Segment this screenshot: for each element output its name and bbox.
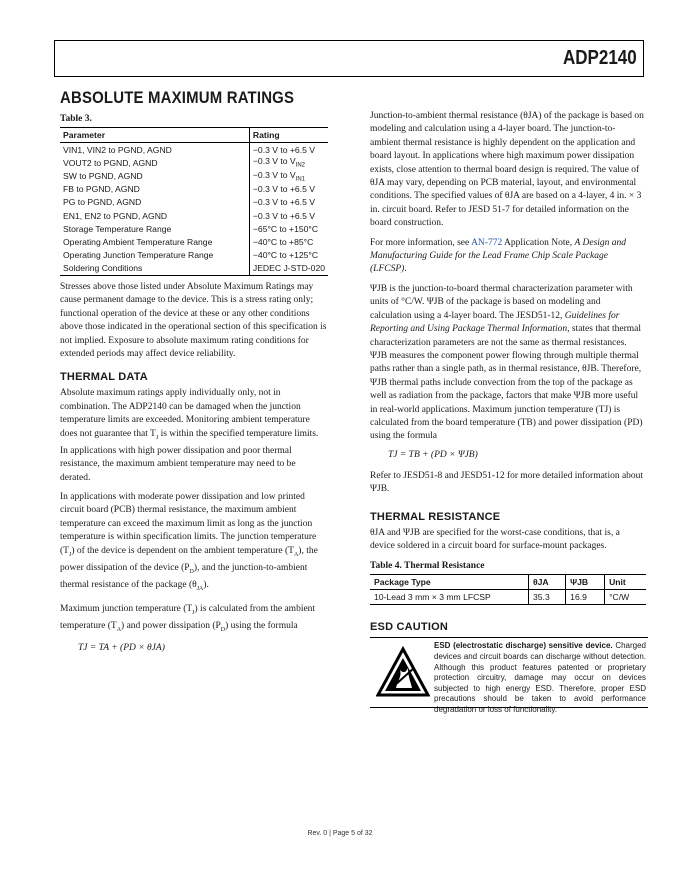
- col-parameter: Parameter: [60, 128, 249, 143]
- table3-caption: Table 3.: [60, 114, 92, 124]
- col-psi-jb: ΨJB: [566, 575, 605, 590]
- rating-cell: −0.3 V to +6.5 V: [249, 196, 328, 209]
- col-rating: Rating: [249, 128, 328, 143]
- table-row: [60, 262, 328, 276]
- part-number: ADP2140: [563, 47, 637, 69]
- rating-subscript: IN2: [295, 163, 305, 170]
- param-cell: SW to PGND, AGND: [63, 170, 143, 181]
- rating-cell: −40°C to +85°C: [249, 235, 328, 248]
- thermal-paragraph-1: Absolute maximum ratings apply individually only, not in combination. The ADP2140 can be damaged when the junction temperature limits are exceeded. Monitoring ambient temperature does not guarantee that $T_J$ is within the specified temperature limits. In applications with high power dissipation and poor thermal resistance, the maximum ambient temperature may need to be derated.: [60, 388, 319, 483]
- thermal-paragraph-2: In applications with moderate power dissipation and low printed circuit board (PCB) thermal resistance, the maximum ambient temperature can exceed the maximum limit as long as the junction temperature is within specification limits. The junction temperature $(T_J)$ of the device is dependent on the ambient temperature $(T_A)$, the power dissipation of the device $(P_D)$, and the junction-to-ambient thermal resistance of the package $(\theta_{JA})$.: [60, 492, 318, 593]
- right-column: [370, 110, 646, 714]
- param-cell: Storage Temperature Range: [63, 223, 172, 234]
- an-772-link[interactable]: AN-772: [471, 237, 503, 248]
- esd-caution-heading: ESD CAUTION: [370, 621, 448, 634]
- rating-cell: −65°C to +150°C: [249, 222, 328, 235]
- table-row: [60, 249, 328, 262]
- esd-caution-text: ESD (electrostatic discharge) sensitive device. Charged devices and circuit boards can discharge without detection. Although this product features patented or proprietary protection circuitry, damage may occur on devices subjected to high energy ESD. Therefore, proper ESD precautions should be taken to avoid performance degradation or loss of functionality.: [434, 641, 646, 714]
- rating-cell: −0.3 V to +6.5 V: [249, 183, 328, 196]
- esd-caution-box: [370, 637, 648, 714]
- rating-cell: −0.3 V to +6.5 V: [249, 143, 328, 157]
- left-column: [60, 88, 328, 663]
- psi-jb-cell: 16.9: [566, 590, 605, 605]
- equation-junction-board: TJ = TB + (PD × ΨJB): [388, 449, 478, 460]
- stress-paragraph: Stresses above those listed under Absolute Maximum Ratings may cause permanent damage to the device. This is a stress rating only; functional operation of the device at these or any other conditions above those indicated in the operational section of this specification is not implied. Exposure to absolute maximum rating conditions for extended periods may affect device reliability.: [60, 281, 327, 359]
- page-footer: Rev. 0 | Page 5 of 32: [307, 830, 373, 837]
- rating-text: −0.3 V to V: [252, 169, 296, 180]
- param-cell: VOUT2 to PGND, AGND: [63, 157, 158, 168]
- table-row: [60, 156, 328, 169]
- thermal-paragraph-3: Maximum junction temperature $(T_J)$ is calculated from the ambient temperature $(T_A)$ and power dissipation $(P_D)$ using the formula: [60, 603, 316, 633]
- table-row: [60, 196, 328, 209]
- param-cell: FB to PGND, AGND: [63, 184, 140, 195]
- param-cell: EN1, EN2 to PGND, AGND: [63, 210, 168, 221]
- package-cell: 10-Lead 3 mm × 3 mm LFCSP: [370, 590, 529, 605]
- param-cell: Operating Junction Temperature Range: [63, 250, 214, 261]
- unit-cell: °C/W: [605, 590, 646, 605]
- rating-subscript: IN1: [295, 176, 305, 183]
- absolute-max-table: [60, 127, 328, 276]
- section-title-absolute-max: ABSOLUTE MAXIMUM RATINGS: [60, 88, 295, 107]
- col-theta-ja: θJA: [529, 575, 566, 590]
- table-row: [60, 143, 328, 157]
- psi-jb-paragraph: ΨJB is the junction-to-board thermal characterization parameter with units of °C/W. ΨJB of the package is based on modeling and calculation using a 4-layer board. The JESD51-12, Guidelines for Reporting and Using Package Thermal Information, states that thermal characterization parameters are not the same as thermal resistances. ΨJB measures the component power flowing through multiple thermal paths rather than a single path, as in thermal resistance, θJB. Therefore, ΨJB thermal paths include convection from the top of the package as well as radiation from the package, factors that make ΨJB more useful in real-world applications. Maximum junction temperature (TJ) is calculated from the board temperature (TB) and power dissipation (PD) using the formula: [370, 283, 643, 442]
- thermal-resistance-table: [370, 574, 646, 605]
- worst-case-paragraph: θJA and ΨJB are specified for the worst-case conditions, that is, a device soldered in a circuit board for surface-mount packages.: [370, 527, 620, 551]
- table-row: [60, 183, 328, 196]
- param-cell: Soldering Conditions: [60, 262, 249, 276]
- rating-cell: −0.3 V to +6.5 V: [249, 209, 328, 222]
- thermal-data-heading: THERMAL DATA: [60, 371, 148, 384]
- param-cell: Operating Ambient Temperature Range: [63, 236, 213, 247]
- rating-cell: JEDEC J-STD-020: [249, 262, 328, 276]
- param-cell: VIN1, VIN2 to PGND, AGND: [63, 144, 172, 155]
- rating-text: −0.3 V to V: [252, 156, 296, 167]
- table-row: [60, 222, 328, 235]
- esd-warning-icon: [376, 646, 430, 700]
- jesd-refer-paragraph: Refer to JESD51-8 and JESD51-12 for more detailed information about ΨJB.: [370, 470, 644, 495]
- col-unit: Unit: [605, 575, 646, 590]
- rating-cell: −40°C to +125°C: [249, 249, 328, 262]
- thermal-resistance-heading: THERMAL RESISTANCE: [370, 510, 501, 523]
- param-cell: PG to PGND, AGND: [63, 197, 142, 208]
- table-row: [60, 235, 328, 248]
- an772-paragraph: For more information, see AN-772 Application Note, A Design and Manufacturing Guide for the Lead Frame Chip Scale Package (LFCSP).: [370, 237, 627, 275]
- page-header: [54, 40, 644, 77]
- equation-junction-ambient: TJ = TA + (PD × θJA): [78, 643, 165, 654]
- table-header-row: [370, 575, 646, 590]
- rating-cell: [249, 169, 328, 182]
- table4-caption: Table 4. Thermal Resistance: [370, 561, 485, 572]
- theta-ja-paragraph: Junction-to-ambient thermal resistance (θJA) of the package is based on modeling and calculation using a 4-layer board. The junction-to-ambient thermal resistance is highly dependent on the application and board layout. In applications where high maximum power dissipation exists, close attention to thermal board design is required. The value of θJA may vary, depending on PCB material, layout, and environmental conditions. The specified values of θJA are based on a 4-layer, 4 in. × 3 in. circuit board. Refer to JESD 51-7 for detailed information on the board construction.: [370, 111, 644, 229]
- table-row: [60, 209, 328, 222]
- table-header-row: [60, 128, 328, 143]
- table-row: [60, 169, 328, 182]
- rating-cell: [249, 156, 328, 169]
- table-row: [370, 590, 646, 605]
- col-package-type: Package Type: [370, 575, 529, 590]
- theta-ja-cell: 35.3: [529, 590, 566, 605]
